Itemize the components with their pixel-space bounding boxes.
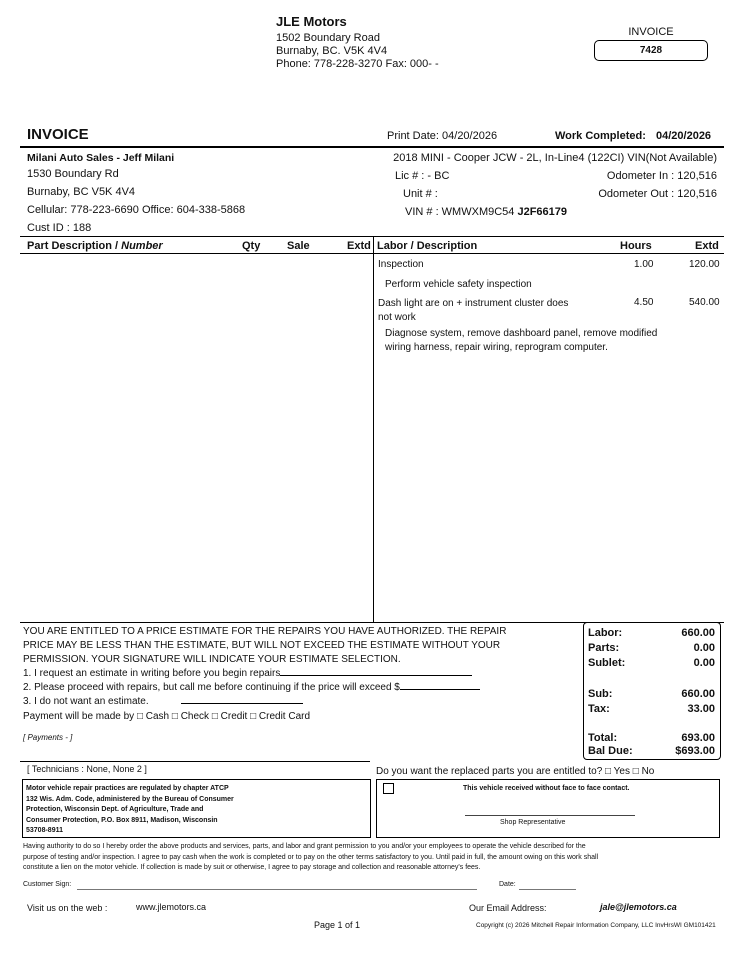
- labor-item-title-cont: not work: [378, 312, 416, 323]
- payments-note: [ Payments - ]: [23, 733, 73, 742]
- labor-item-note: Diagnose system, remove dashboard panel, remove modified: [385, 328, 658, 339]
- customer-address-1: 1530 Boundary Rd: [27, 168, 119, 180]
- invoice-title: INVOICE: [27, 126, 89, 143]
- labor-header-hours: Hours: [620, 240, 652, 252]
- title-divider: [20, 146, 724, 148]
- shop-rep-signature-line[interactable]: [465, 815, 635, 816]
- customer-id: Cust ID : 188: [27, 222, 92, 234]
- totals-box: Labor: 660.00 Parts: 0.00 Sublet: 0.00 Sub: 660.00 Tax: 33.00 Total: 693.00 Bal Due: $693.00: [583, 622, 721, 760]
- date-label: Date:: [499, 881, 516, 888]
- estimate-line-2: PRICE MAY BE LESS THAN THE ESTIMATE, BUT WILL NOT EXCEED THE ESTIMATE WITHOUT YOUR: [23, 640, 501, 651]
- no-contact-box: [376, 779, 720, 838]
- shop-rep-label: Shop Representative: [500, 819, 566, 826]
- table-top-line: [20, 236, 724, 237]
- payment-methods[interactable]: Payment will be made by □ Cash □ Check □ Credit □ Credit Card: [23, 711, 311, 722]
- copyright: Copyright (c) 2026 Mitchell Repair Information Company, LLC InvHrsWI GM101421: [476, 922, 716, 929]
- atcp-box: [22, 779, 371, 838]
- estimate-line-1: YOU ARE ENTITLED TO A PRICE ESTIMATE FOR THE REPAIRS YOU HAVE AUTHORIZED. THE REPAIR: [23, 626, 507, 637]
- table-header-line: [20, 253, 724, 254]
- labor-item-note-cont: wiring harness, repair wiring, reprogram computer.: [385, 342, 608, 353]
- customer-address-2: Burnaby, BC V5K 4V4: [27, 186, 136, 198]
- print-date: Print Date: 04/20/2026: [387, 130, 498, 142]
- labor-header-desc: Labor / Description: [377, 240, 478, 252]
- invoice-number: 7428: [594, 40, 708, 61]
- work-completed-date: 04/20/2026: [656, 130, 712, 142]
- table-divider: [373, 236, 374, 622]
- vehicle-unit: Unit # :: [403, 188, 438, 200]
- shop-name: JLE Motors: [276, 14, 347, 29]
- email-link[interactable]: jale@jlemotors.ca: [600, 902, 677, 912]
- customer-sign-label: Customer Sign:: [23, 881, 72, 888]
- labor-header-extd: Extd: [695, 240, 719, 252]
- labor-item-hours: 1.00: [634, 259, 654, 270]
- labor-item-extd: 540.00: [689, 297, 720, 308]
- customer-sign-line[interactable]: [77, 889, 477, 890]
- vehicle-lic: Lic # : - BC: [395, 170, 450, 182]
- vehicle-vin: [405, 206, 567, 218]
- estimate-line-3: PERMISSION. YOUR SIGNATURE WILL INDICATE YOUR ESTIMATE SELECTION.: [23, 654, 401, 665]
- invoice-box-label: INVOICE: [628, 26, 674, 38]
- vin-label: VIN # : WMWXM9C54: [405, 206, 515, 218]
- date-line[interactable]: [519, 889, 576, 890]
- estimate-option-1[interactable]: 1. I request an estimate in writing before you begin repairs: [23, 668, 472, 679]
- estimate-option-3[interactable]: 3. I do not want an estimate.: [23, 696, 303, 707]
- customer-phones: Cellular: 778-223-6690 Office: 604-338-5868: [27, 204, 246, 216]
- parts-header-extd: Extd: [347, 240, 371, 252]
- customer-name: Milani Auto Sales - Jeff Milani: [27, 152, 175, 164]
- labor-item-extd: 120.00: [689, 259, 720, 270]
- odometer-in: Odometer In : 120,516: [606, 170, 717, 182]
- parts-header-qty: Qty: [242, 240, 261, 252]
- labor-item-note: Perform vehicle safety inspection: [385, 279, 532, 290]
- estimate-option-2[interactable]: 2. Please proceed with repairs, but call me before continuing if the price will exceed $: [23, 682, 480, 693]
- technicians: [ Technicians : None, None 2 ]: [27, 764, 147, 774]
- labor-item-title: Inspection: [378, 259, 424, 270]
- replaced-parts-question[interactable]: Do you want the replaced parts you are entitled to? □ Yes □ No: [376, 766, 655, 777]
- no-contact-text: This vehicle received without face to face contact.: [463, 785, 630, 792]
- labor-item-title: Dash light are on + instrument cluster does: [378, 298, 569, 309]
- authorization-text: Having authority to do so I hereby order the above products and services, parts, and labor and grant permission to you and/or your employees to operate the vehicle described for the purpose of testing and/or inspection. I agree to pay cash when the work is completed or to pay on the other terms satisfactory to you. Until paid in full, the amount owing on this work shall constitute a lien on the motor vehicle. If collection is made by suit or otherwise, I agree to pay storage and collection and reasonable attorney's fees.: [23, 843, 599, 871]
- odometer-out: Odometer Out : 120,516: [598, 188, 717, 200]
- email-label: Our Email Address:: [469, 903, 547, 913]
- technicians-top-line: [20, 761, 370, 762]
- website-link[interactable]: www.jlemotors.ca: [136, 902, 207, 912]
- labor-item-hours: 4.50: [634, 297, 654, 308]
- shop-phone: Phone: 778-228-3270 Fax: 000- -: [276, 58, 439, 70]
- vin-bold: J2F66179: [517, 206, 568, 218]
- atcp-text: Motor vehicle repair practices are regulated by chapter ATCP 132 Wis. Adm. Code, administered by the Bureau of Consumer Protection, Wisconsin Dept. of Agriculture, Trade and Consumer Protection, P.O. Box 8911, Madison, Wisconsin 53708-8911: [26, 785, 234, 834]
- page-number: Page 1 of 1: [314, 920, 361, 930]
- work-completed-label: Work Completed:: [555, 130, 646, 142]
- visit-label: Visit us on the web :: [27, 903, 108, 913]
- parts-header-sale: Sale: [287, 240, 310, 252]
- shop-address-1: 1502 Boundary Road: [276, 32, 380, 44]
- parts-header-desc: Part Description / Number: [27, 240, 163, 252]
- vehicle-description: 2018 MINI - Cooper JCW - 2L, In-Line4 (122CI) VIN(Not Available): [393, 152, 717, 164]
- shop-address-2: Burnaby, BC. V5K 4V4: [276, 45, 388, 57]
- no-contact-checkbox[interactable]: [383, 783, 394, 794]
